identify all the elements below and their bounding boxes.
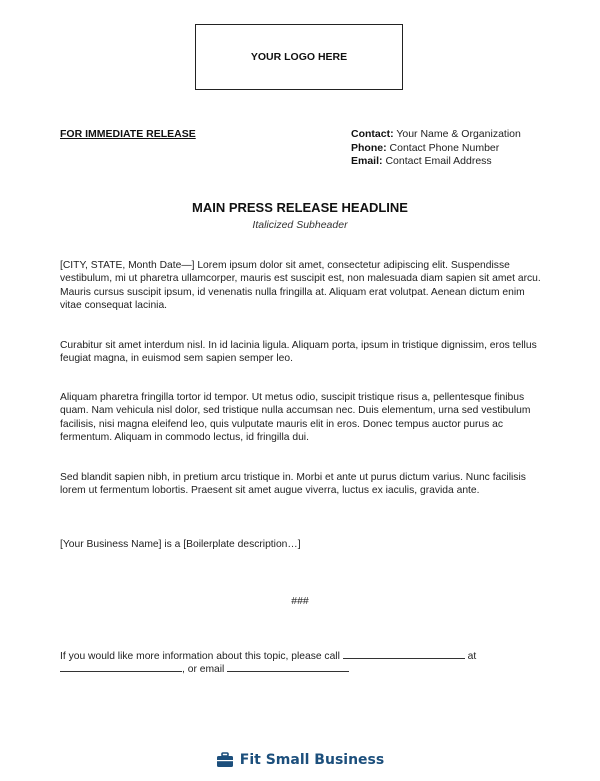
subheader: Italicized Subheader xyxy=(252,219,348,231)
more-info-text: If you would like more information about this topic, please call xyxy=(60,651,340,662)
logo-placeholder-text: YOUR LOGO HERE xyxy=(250,51,348,63)
at-text: at xyxy=(467,651,477,662)
email-blank-line xyxy=(227,661,349,672)
phone-blank-line xyxy=(343,648,465,659)
phone-label: Phone: xyxy=(351,141,387,154)
phone-blank-line-continued xyxy=(60,661,182,672)
brand-name: Fit Small Business xyxy=(239,752,385,768)
contact-value: Your Name & Organization xyxy=(396,128,521,140)
email-value: Contact Email Address xyxy=(385,155,492,167)
boilerplate-paragraph: [Your Business Name] is a [Boilerplate description…] xyxy=(60,539,301,550)
brand-footer xyxy=(0,752,600,768)
headline: MAIN PRESS RELEASE HEADLINE xyxy=(192,200,408,215)
body-paragraph: [CITY, STATE, Month Date—] Lorem ipsum dolor sit amet, consectetur adipiscing elit. Suspendisse vestibulum, mi ut pharetra ullamcorper, mauris est suscipit est, non malesuada diam sapien sit amet arcu. Mauris cursus suscipit ipsum, id venenatis nulla fringilla at. Aliquam erat volutpat. Aenean dictum enim vitae consequat lacinia. xyxy=(60,260,541,312)
phone-value: Contact Phone Number xyxy=(389,141,500,154)
phone-row xyxy=(351,142,521,156)
end-marker: ### xyxy=(291,595,309,607)
email-label: Email: xyxy=(351,155,383,167)
body-paragraph: Aliquam pharetra fringilla tortor id tempor. Ut metus odio, suscipit tristique risus a, pellentesque finibus quam. Nam vehicula nisl dolor, sed tristique nulla accumsan nec. Duis elementum, urna sed vestibulum facilisis, nisi magna eleifend leo, quis vulputate mauris elit in eros. Donec tempus auctor purus ac fermentum. Aliquam in commodo lectus, id fringilla dui. xyxy=(60,392,531,444)
body-paragraph: Sed blandit sapien nibh, in pretium arcu tristique in. Morbi et ante ut purus dictum varius. Nunc facilisis lorem ut fermentum lobortis. Praesent sit amet augue viverra, luctus ex iaculis, gravida ante. xyxy=(60,472,526,497)
release-label: FOR IMMEDIATE RELEASE xyxy=(60,128,196,140)
more-info-line-1 xyxy=(60,648,550,662)
more-info-line-2 xyxy=(60,661,550,675)
contact-block xyxy=(351,128,521,169)
email-row xyxy=(351,155,521,169)
logo-placeholder xyxy=(195,24,403,90)
body-paragraph: Curabitur sit amet interdum nisl. In id lacinia ligula. Aliquam porta, ipsum in tristique dignissim, eros tellus feugiat magna, in euismod sem sapien semper leo. xyxy=(60,340,537,365)
or-email-text: , or email xyxy=(182,664,225,675)
briefcase-icon xyxy=(216,752,234,768)
contact-label: Contact: xyxy=(351,128,394,140)
contact-row xyxy=(351,128,521,142)
